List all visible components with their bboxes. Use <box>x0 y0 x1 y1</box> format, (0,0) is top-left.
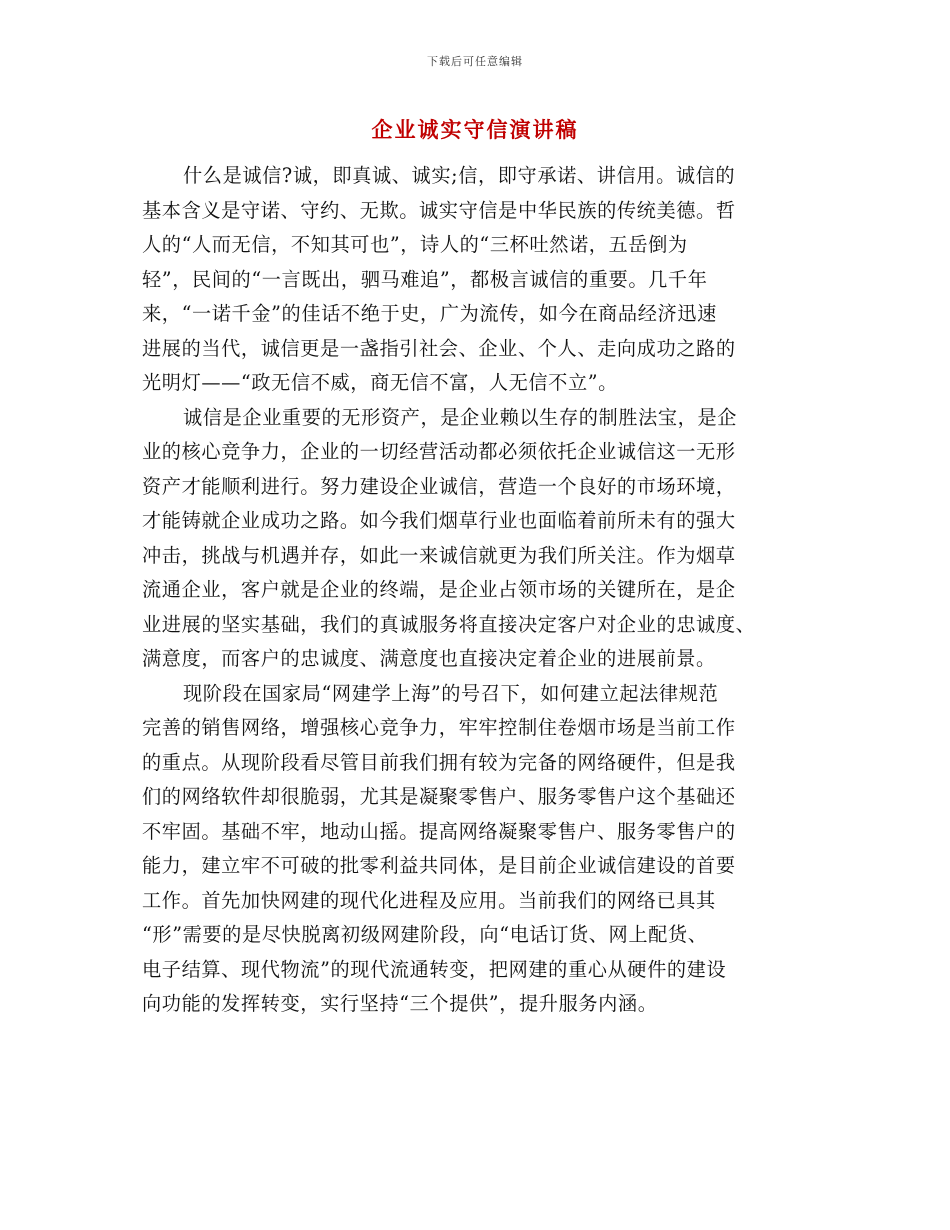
paragraph-2 <box>142 401 810 677</box>
text-line: 的重点。从现阶段看尽管目前我们拥有较为完备的网络硬件，但是我 <box>142 750 736 774</box>
document-body <box>142 159 810 1022</box>
text-line: 不牢固。基础不牢，地动山摇。提高网络凝聚零售户、服务零售户的 <box>142 819 736 843</box>
text-line: 电子结算、现代物流”的现代流通转变，把网建的重心从硬件的建设 <box>142 957 727 981</box>
text-line: 业进展的坚实基础，我们的真诚服务将直接决定客户对企业的忠诚度、 <box>142 612 756 636</box>
text-line: 人的“人而无信，不知其可也”，诗人的“三杯吐然诺，五岳倒为 <box>142 233 688 256</box>
text-line: 业的核心竞争力，企业的一切经营活动都必须依托企业诚信这一无形 <box>142 440 736 463</box>
text-line: 向功能的发挥转变，实行坚持“三个提供”，提升服务内涵。 <box>142 992 658 1015</box>
text-line: 现阶段在国家局“网建学上海”的号召下，如何建立起法律规范 <box>183 681 719 705</box>
text-line: 资产才能顺利进行。努力建设企业诚信，营造一个良好的市场环境， <box>142 474 736 498</box>
text-line: 能力，建立牢不可破的批零利益共同体，是目前企业诚信建设的首要 <box>142 854 736 877</box>
text-line: 进展的当代，诚信更是一盏指引社会、企业、个人、走向成功之路的 <box>142 336 736 360</box>
text-line: 什么是诚信?诚，即真诚、诚实;信，即守承诺、讲信用。诚信的 <box>183 164 736 187</box>
text-line: 流通企业，客户就是企业的终端，是企业占领市场的关键所在，是企 <box>142 578 736 601</box>
text-line: 满意度，而客户的忠诚度、满意度也直接决定着企业的进展前景。 <box>142 647 716 670</box>
text-line: 来，“一诺千金”的佳话不绝于史，广为流传，如今在商品经济迅速 <box>142 302 717 325</box>
text-line: 诚信是企业重要的无形资产，是企业赖以生存的制胜法宝，是企 <box>183 405 738 429</box>
text-line: 才能铸就企业成功之路。如今我们烟草行业也面临着前所未有的强大 <box>142 509 736 532</box>
text-line: 完善的销售网络，增强核心竞争力，牢牢控制住卷烟市场是当前工作 <box>142 716 736 739</box>
text-line: 工作。首先加快网建的现代化进程及应用。当前我们的网络已具其 <box>142 888 716 912</box>
paragraph-1 <box>142 159 810 401</box>
paragraph-3 <box>142 677 810 1022</box>
text-line: 轻”，民间的“一言既出，驷马难追”，都极言诚信的重要。几千年 <box>142 267 708 291</box>
text-line: 冲击，挑战与机遇并存，如此一来诚信就更为我们所关注。作为烟草 <box>142 543 736 567</box>
page-header: 下载后可任意编辑 <box>427 55 523 68</box>
text-line: 们的网络软件却很脆弱，尤其是凝聚零售户、服务零售户这个基础还 <box>142 785 736 808</box>
text-line: “形”需要的是尽快脱离初级网建阶段，向“电话订货、网上配货、 <box>142 923 708 946</box>
text-line: 光明灯——“政无信不威，商无信不富，人无信不立”。 <box>142 371 618 394</box>
text-line: 基本含义是守诺、守约、无欺。诚实守信是中华民族的传统美德。哲 <box>142 198 736 222</box>
document-title: 企业诚实守信演讲稿 <box>371 117 579 142</box>
